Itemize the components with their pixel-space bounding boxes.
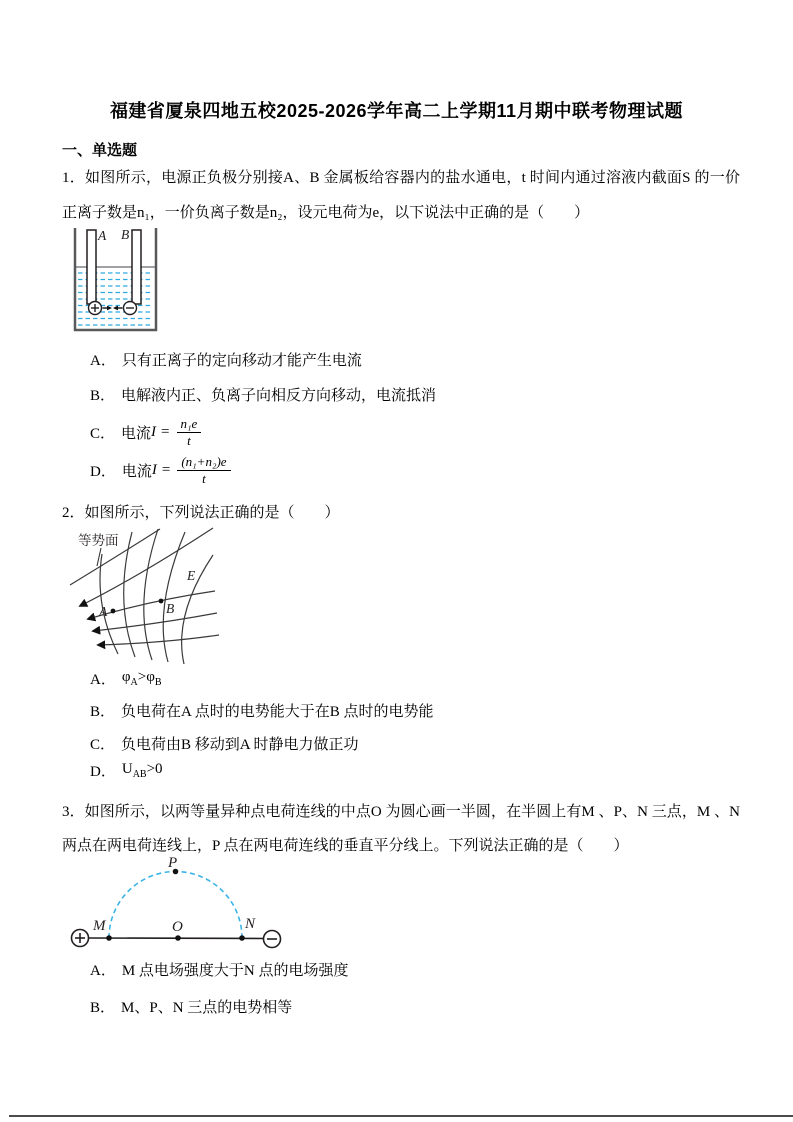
option-label: D． [90,463,116,480]
field-line-e-label: E [187,568,196,583]
q3-option-a [90,959,349,980]
subscript: A [130,677,138,688]
option-label: D． [90,764,116,780]
option-text: 负电荷在A 点时的电势能大于在B 点时的电势能 [121,704,434,720]
q3-option-b [90,996,292,1017]
q1-option-d [90,447,231,493]
option-label: A． [90,672,116,688]
equals-sign: = [161,423,170,440]
subscript: AB [132,769,147,780]
phi-symbol: φ [121,669,131,685]
option-label: C． [90,737,116,753]
formula-variable: I [151,423,157,440]
fraction [177,454,230,486]
q2-option-c [90,733,359,754]
point-m-dot [106,935,112,941]
plate-a-label: A [98,228,107,243]
point-a-label: A [99,604,108,619]
dipole-semicircle-figure [63,856,293,960]
point-b-label: B [166,601,175,616]
voltage-symbol: U [121,761,133,777]
question-3-text: 3．如图所示，以两等量异种点电荷连线的中点O 为圆心画一半圆，在半圆上有M 、P、N 三点，M 、N 两点在两电荷连线上，P 点在两电荷连线的垂直平分线上。下列说法正确的是（ ） [62,804,740,854]
point-a-dot [111,609,116,614]
positive-ion-arrow-icon [103,306,113,311]
question-2-text: 2．如图所示，下列说法正确的是（ ） [62,505,340,521]
option-text: M、P、N 三点的电势相等 [121,1000,293,1016]
comparison: >0 [146,761,163,777]
greater-than: > [137,669,147,685]
beaker-electrolysis-figure [66,221,161,333]
section-heading: 一、单选题 [62,142,138,159]
plate-b-label: B [121,227,130,242]
q1-option-b [90,384,436,405]
page-bottom-divider [9,1115,793,1117]
point-o-dot [175,935,181,941]
option-text: 只有正离子的定向移动才能产生电流 [121,353,362,369]
point-b-dot [159,599,164,604]
equals-sign: = [161,461,171,478]
fraction-denominator: t [187,432,191,448]
equipotential-field-figure [68,527,220,667]
option-text: M 点电场强度大于N 点的电场强度 [121,963,349,979]
q2-option-b [90,700,434,721]
positive-ion-icon [89,302,102,315]
option-label: B． [90,704,116,720]
point-n-label: N [245,916,256,932]
fraction-numerator: n₁e [177,416,202,433]
option-label: A． [90,963,116,979]
option-text: 负电荷由B 移动到A 时静电力做正功 [121,737,359,753]
option-label: B． [90,388,116,404]
option-text: 电解液内正、负离子向相反方向移动，电流抵消 [121,388,437,404]
point-o-label: O [172,919,183,935]
electrode-plate-b [132,230,141,304]
q2-option-a [90,668,162,689]
fraction [177,416,202,448]
q1-option-a [90,349,362,370]
point-p-label: P [168,856,178,871]
negative-ion-icon [124,302,137,315]
question-1-text: 1．如图所示，电源正负极分别接A、B 金属板给容器内的盐水通电，t 时间内通过溶液内截面S 的一价正离子数是n₁，一价负离子数是n₂，设元电荷为e，以下说法中正确的是（ ） [62,170,740,221]
option-text [122,669,162,688]
subscript: B [154,677,162,688]
option-label: B． [90,1000,116,1016]
fraction-denominator: t [202,470,206,486]
option-label: A． [90,353,116,369]
formula-variable: I [151,461,157,478]
option-text [122,761,163,780]
electrode-plate-a [87,230,96,304]
q2-option-d [90,760,163,781]
negative-charge-icon [264,931,281,948]
equipotential-surface-label: 等势面 [78,533,119,548]
positive-charge-icon [72,930,89,947]
page-title: 福建省厦泉四地五校2025-2026学年高二上学期11月期中联考物理试题 [109,101,684,121]
formula-prefix: 电流 [121,463,152,480]
negative-ion-arrow-icon [113,306,123,311]
fraction-numerator: (n₁+n₂)e [177,454,230,471]
point-m-label: M [93,918,106,934]
option-label: C． [90,425,116,442]
phi-symbol: φ [146,669,155,685]
formula-prefix: 电流 [121,425,152,442]
point-n-dot [239,935,245,941]
